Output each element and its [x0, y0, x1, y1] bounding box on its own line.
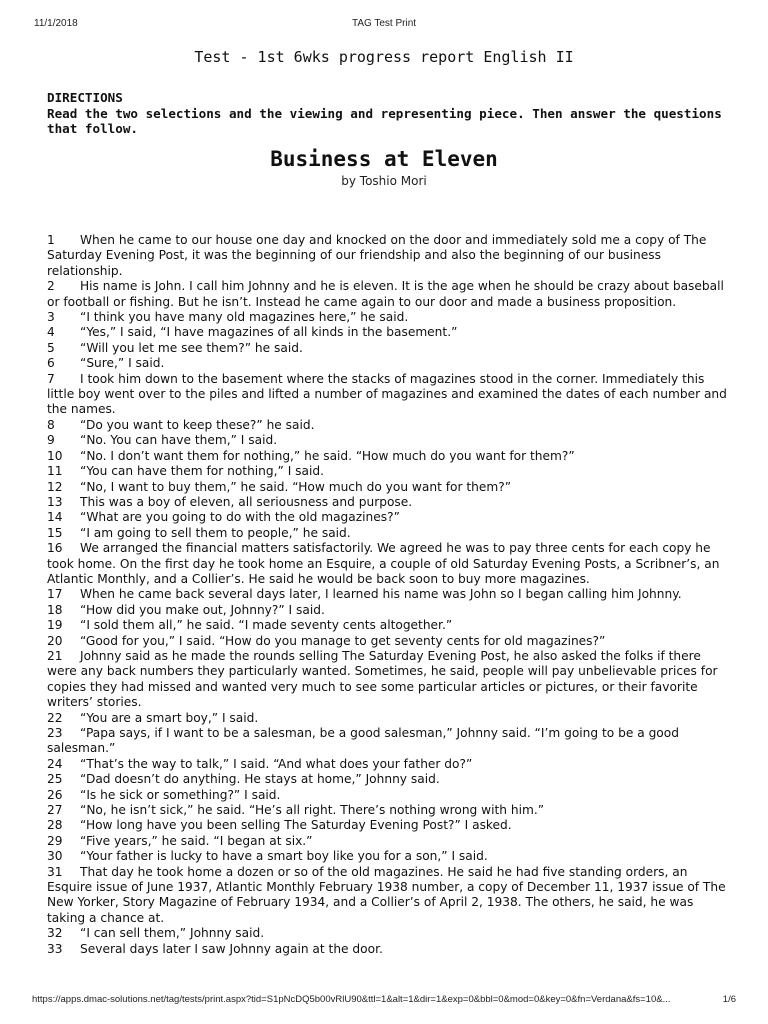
- paragraph-number: 28: [47, 818, 63, 833]
- paragraph-text: “Papa says, if I want to be a salesman, be a good salesman,” Johnny said. “I’m going to be a good salesman.”: [47, 726, 679, 756]
- paragraph-number: 27: [47, 803, 63, 818]
- paragraph-number: 26: [47, 787, 63, 802]
- story-paragraph: [47, 834, 727, 849]
- print-date: 11/1/2018: [34, 18, 78, 29]
- story-paragraph: [47, 649, 727, 711]
- footer-page-number: 1/6: [722, 994, 736, 1005]
- paragraph-number: 1: [47, 233, 55, 247]
- paragraph-number: 3: [47, 310, 55, 325]
- paragraph-number: 4: [47, 325, 55, 340]
- paragraph-number: 21: [47, 648, 63, 663]
- paragraph-number: 11: [47, 464, 63, 479]
- paragraph-number: 9: [47, 433, 55, 448]
- paragraph-text: “Good for you,” I said. “How do you manage to get seventy cents for old magazines?”: [80, 633, 606, 648]
- story-paragraph: [47, 433, 727, 448]
- paragraph-number: 13: [47, 494, 63, 509]
- story-paragraph: [47, 341, 727, 356]
- paragraph-text: Several days later I saw Johnny again at the door.: [80, 941, 383, 956]
- paragraph-text: “No, he isn’t sick,” he said. “He’s all right. There’s nothing wrong with him.”: [80, 803, 545, 818]
- paragraph-text: “I am going to sell them to people,” he said.: [80, 525, 351, 540]
- story-paragraph: [47, 510, 727, 525]
- paragraph-text: “I can sell them,” Johnny said.: [80, 926, 265, 941]
- paragraph-text: “Do you want to keep these?” he said.: [80, 417, 315, 432]
- paragraph-number: 18: [47, 602, 63, 617]
- paragraph-number: 12: [47, 479, 63, 494]
- paragraph-number: 8: [47, 417, 55, 432]
- story-paragraph: [47, 418, 727, 433]
- story-paragraph: [47, 325, 727, 340]
- paragraph-text: “How long have you been selling The Saturday Evening Post?” I asked.: [80, 818, 512, 833]
- paragraph-text: When he came back several days later, I learned his name was John so I began calling him Johnny.: [80, 587, 682, 602]
- paragraph-text: “Will you let me see them?” he said.: [80, 340, 303, 355]
- story-paragraph: [47, 942, 727, 957]
- story-paragraph: [47, 356, 727, 371]
- story-paragraph: [47, 279, 727, 310]
- story-body: [47, 233, 727, 957]
- story-paragraph: [47, 526, 727, 541]
- paragraph-number: 17: [47, 587, 63, 602]
- paragraph-text: “No, I want to buy them,” he said. “How much do you want for them?”: [80, 479, 512, 494]
- paragraph-text: “Sure,” I said.: [80, 356, 165, 371]
- story-paragraph: [47, 233, 727, 279]
- paragraph-number: 23: [47, 726, 63, 740]
- story-paragraph: [47, 495, 727, 510]
- paragraph-text: When he came to our house one day and knocked on the door and immediately sold me a copy of The Saturday Evening Post, it was the beginning of our friendship and also the beginning of our business relationship.: [47, 233, 707, 278]
- paragraph-text: “Five years,” he said. “I began at six.”: [80, 833, 313, 848]
- paragraph-text: His name is John. I call him Johnny and he is eleven. It is the age when he should be crazy about baseball or football or fishing. But he isn’t. Instead he came again to our door and made a business proposition.: [47, 279, 724, 309]
- paragraph-text: “Dad doesn’t do anything. He stays at home,” Johnny said.: [80, 772, 440, 787]
- paragraph-number: 6: [47, 356, 55, 371]
- story-paragraph: [47, 926, 727, 941]
- paragraph-text: “What are you going to do with the old magazines?”: [80, 510, 400, 525]
- directions-text: Read the two selections and the viewing and representing piece. Then answer the questions that follow.: [47, 105, 722, 136]
- test-title: Test - 1st 6wks progress report English II: [194, 48, 574, 66]
- paragraph-text: That day he took home a dozen or so of the old magazines. He said he had five standing orders, an Esquire issue of June 1937, Atlantic Monthly February 1938 number, a copy of December 11, 1937 issue of The New Yorker, Story Magazine of February 1934, and a Collier’s of April 2, 1938. The others, he said, he was taking a chance at.: [47, 864, 726, 925]
- directions-heading: DIRECTIONS: [47, 90, 123, 105]
- story-paragraph: [47, 803, 727, 818]
- story-paragraph: [47, 372, 727, 418]
- paragraph-number: 22: [47, 710, 63, 725]
- paragraph-text: “Is he sick or something?” I said.: [80, 787, 281, 802]
- story-paragraph: [47, 772, 727, 787]
- paragraph-text: “I think you have many old magazines here,” he said.: [80, 310, 409, 325]
- story-paragraph: [47, 449, 727, 464]
- paragraph-number: 33: [47, 941, 63, 956]
- story-paragraph: [47, 634, 727, 649]
- story-paragraph: [47, 541, 727, 587]
- paragraph-number: 30: [47, 849, 63, 864]
- paragraph-number: 2: [47, 279, 55, 294]
- story-paragraph: [47, 711, 727, 726]
- story-author: by Toshio Mori: [341, 174, 427, 188]
- paragraph-number: 25: [47, 772, 63, 787]
- print-header-title: TAG Test Print: [351, 18, 417, 29]
- footer-url: https://apps.dmac-solutions.net/tag/tests/print.aspx?tid=S1pNcDQ5b00vRlU90&ttl=1&alt=1&dir=1&exp=0&bbl=0&mod=0&key=0&fn=Verdana&fs=10&...: [32, 994, 671, 1005]
- paragraph-text: “No. You can have them,” I said.: [80, 433, 278, 448]
- paragraph-text: We arranged the financial matters satisfactorily. We agreed he was to pay three cents for each copy he took home. On the first day he took home an Esquire, a couple of old Saturday Evening Posts, a Scribner’s, an Atlantic Monthly, and a Collier’s. He said he would be back soon to buy more magazines.: [47, 541, 720, 586]
- story-paragraph: [47, 618, 727, 633]
- story-title: Business at Eleven: [270, 147, 498, 171]
- paragraph-text: “No. I don’t want them for nothing,” he said. “How much do you want for them?”: [80, 448, 575, 463]
- paragraph-text: “You are a smart boy,” I said.: [80, 710, 259, 725]
- paragraph-number: 10: [47, 448, 63, 463]
- paragraph-text: “I sold them all,” he said. “I made seventy cents altogether.”: [80, 618, 453, 633]
- paragraph-number: 14: [47, 510, 63, 525]
- paragraph-text: “Yes,” I said, “I have magazines of all kinds in the basement.”: [80, 325, 458, 340]
- story-paragraph: [47, 818, 727, 833]
- paragraph-text: “How did you make out, Johnny?” I said.: [80, 602, 325, 617]
- directions-block: [47, 90, 727, 137]
- story-paragraph: [47, 757, 727, 772]
- story-paragraph: [47, 464, 727, 479]
- story-paragraph: [47, 726, 727, 757]
- story-paragraph: [47, 480, 727, 495]
- story-paragraph: [47, 587, 727, 602]
- paragraph-text: This was a boy of eleven, all seriousness and purpose.: [80, 494, 413, 509]
- paragraph-number: 24: [47, 756, 63, 771]
- paragraph-number: 31: [47, 864, 63, 879]
- paragraph-text: “That’s the way to talk,” I said. “And what does your father do?”: [80, 756, 473, 771]
- paragraph-number: 5: [47, 340, 55, 355]
- paragraph-text: “You can have them for nothing,” I said.: [80, 464, 324, 479]
- story-paragraph: [47, 788, 727, 803]
- paragraph-number: 20: [47, 633, 63, 648]
- paragraph-text: “Your father is lucky to have a smart boy like you for a son,” I said.: [80, 849, 488, 864]
- paragraph-number: 19: [47, 618, 63, 633]
- paragraph-text: Johnny said as he made the rounds selling The Saturday Evening Post, he also asked the folks if there were any back numbers they particularly wanted. Sometimes, he said, people will pay unbelievable prices for copies they had missed and wanted very much to see some particular articles or pictures, or their favorite writers’ stories.: [47, 648, 718, 710]
- paragraph-number: 15: [47, 525, 63, 540]
- paragraph-number: 7: [47, 371, 55, 386]
- paragraph-number: 16: [47, 541, 63, 556]
- story-paragraph: [47, 849, 727, 864]
- paragraph-text: I took him down to the basement where the stacks of magazines stood in the corner. Immediately this little boy went over to the piles and lifted a number of magazines and examined the dates of each number and the names.: [47, 371, 727, 417]
- paragraph-number: 32: [47, 926, 63, 941]
- story-paragraph: [47, 603, 727, 618]
- story-paragraph: [47, 310, 727, 325]
- paragraph-number: 29: [47, 833, 63, 848]
- story-paragraph: [47, 865, 727, 927]
